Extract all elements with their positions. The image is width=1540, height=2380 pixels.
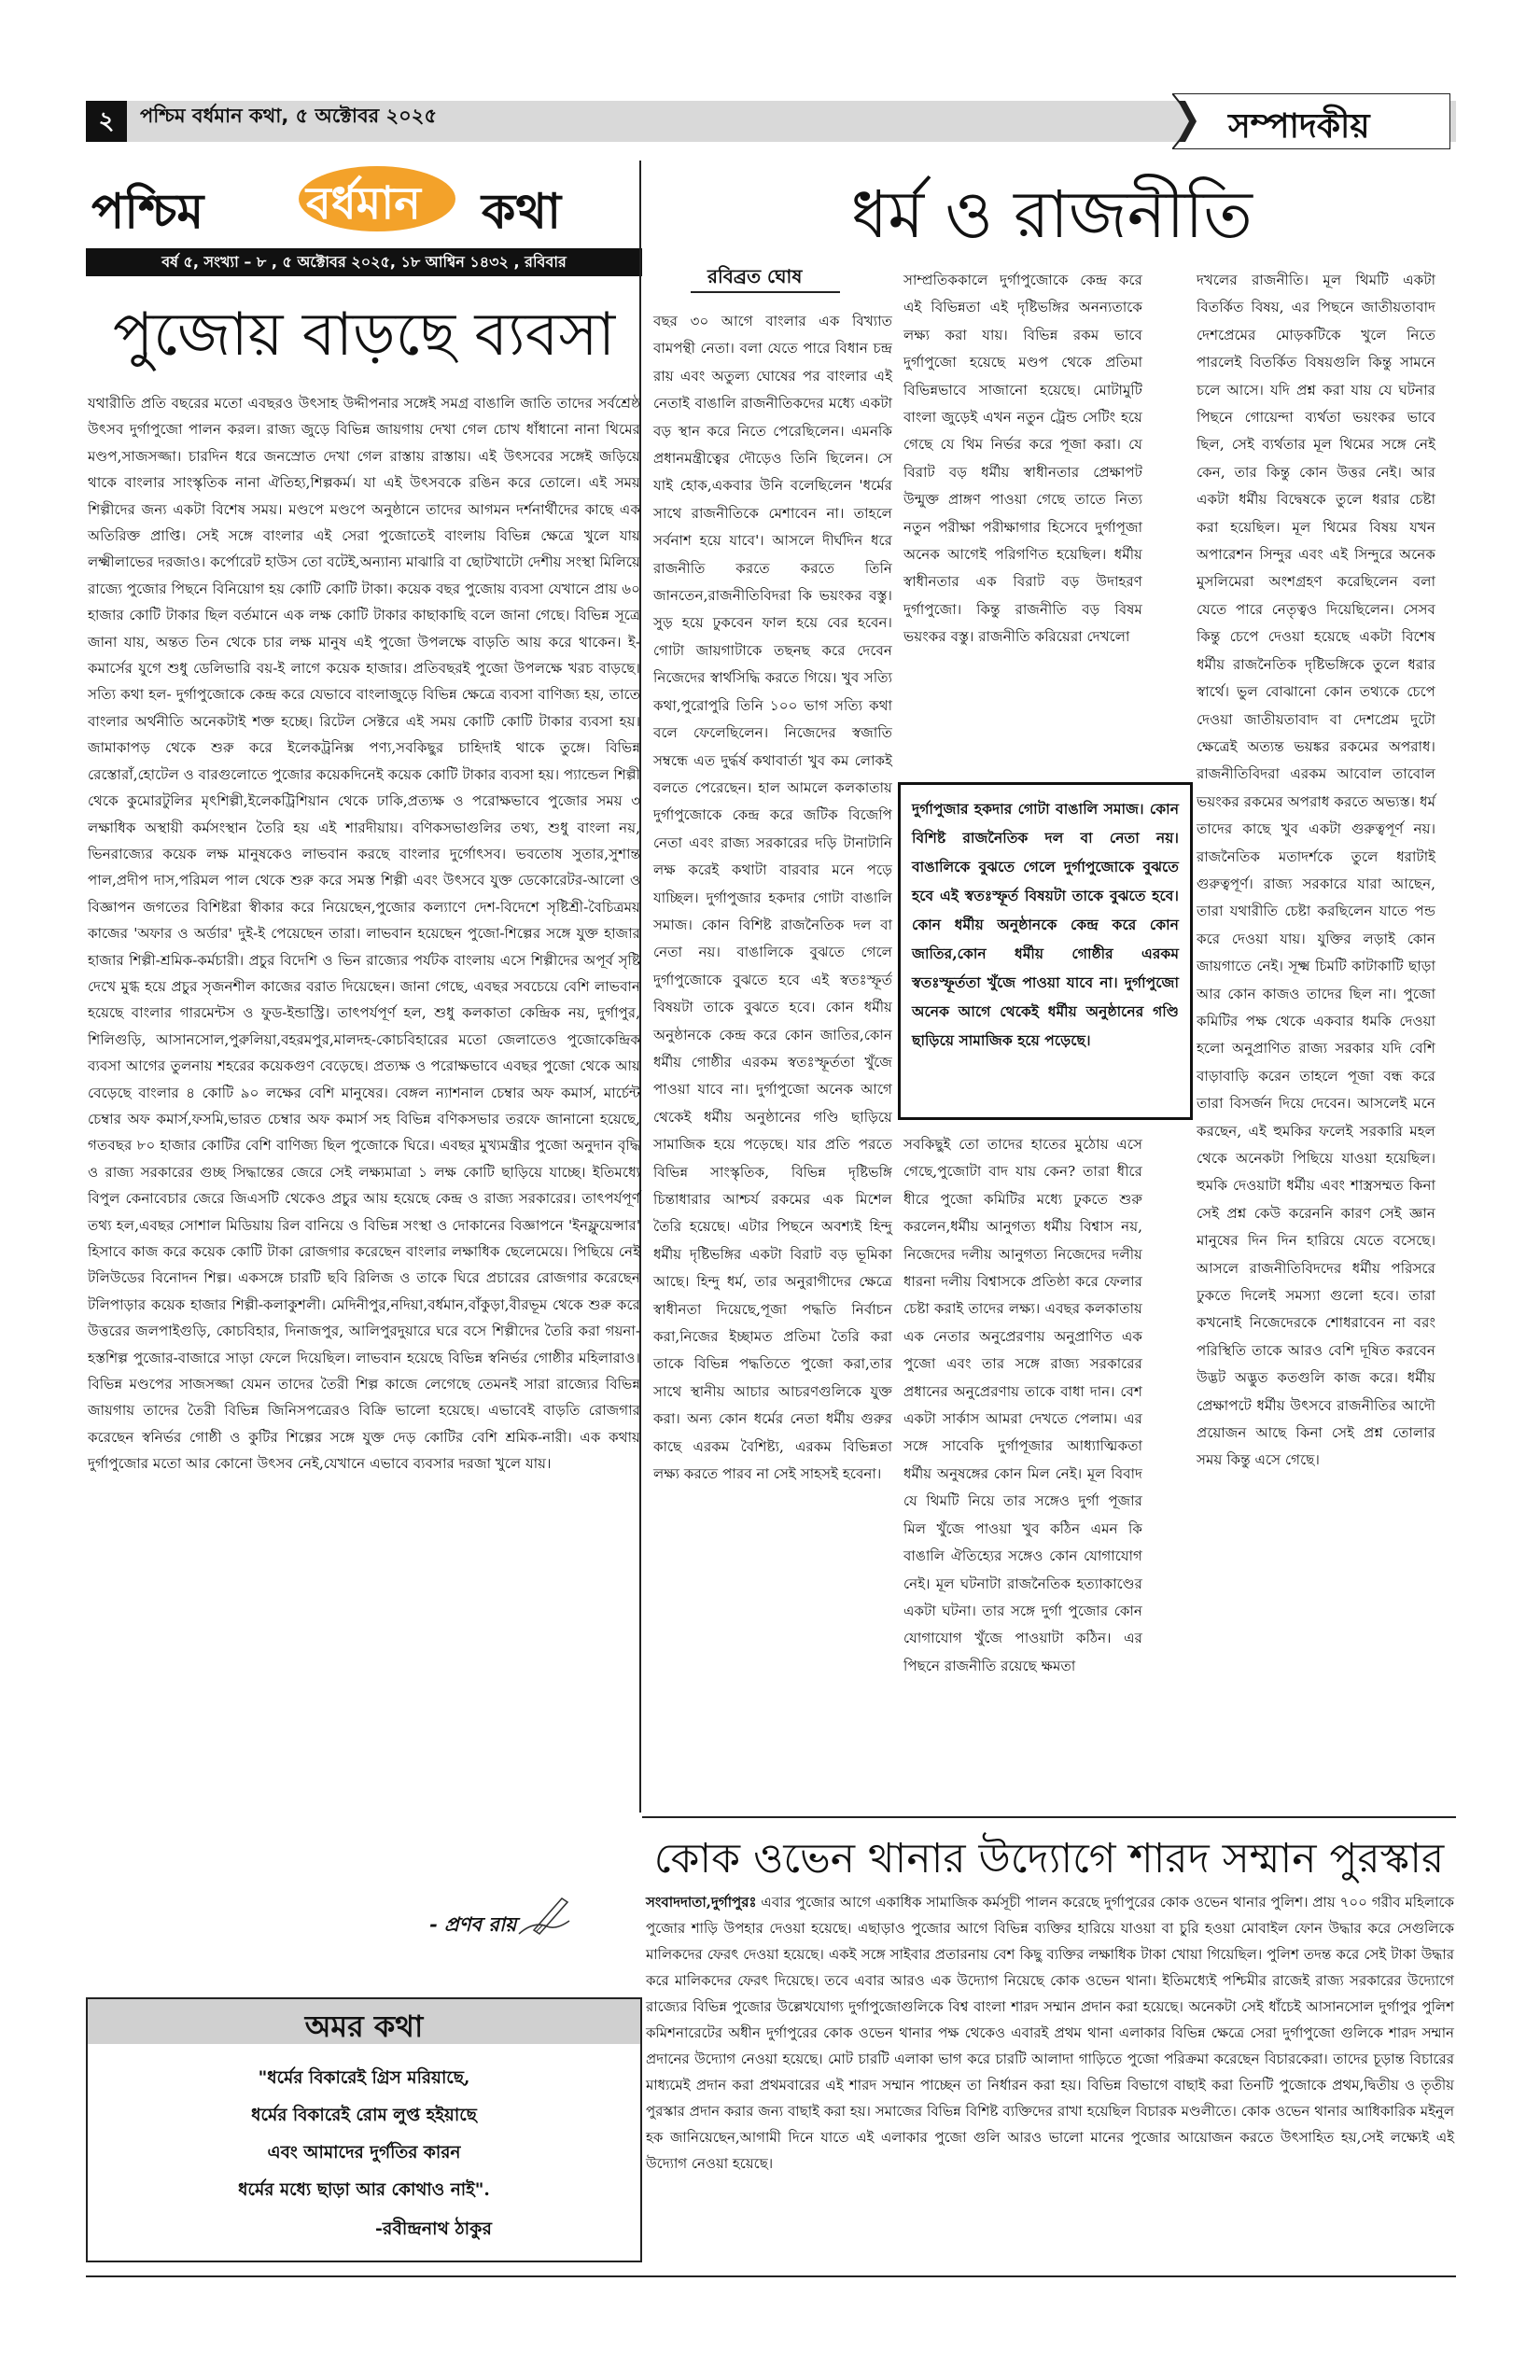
feature-headline: ধর্ম ও রাজনীতি <box>851 176 1253 253</box>
section-tab <box>1172 93 1450 149</box>
quote-author: -রবীন্দ্রনাথ ঠাকুর <box>375 2219 492 2239</box>
masthead-word-1: পশ্চিম <box>91 183 204 240</box>
masthead <box>86 159 646 243</box>
feature-column-2-bottom: সবকিছুই তো তাদের হাতের মুঠোয় এসে গেছে,পুজোটা বাদ যায় কেন? তারা ধীরে ধীরে পুজো কমিটির মধ্যে ঢুকতে শুরু করলেন,ধর্মীয় আনুগত্য ধর্মীয় বিশ্বাস নয়, নিজেদের দলীয় আনুগত্য নিজেদের দলীয় ধারনা দলীয় বিশ্বাসকে প্রতিষ্ঠা করে ফেলার চেষ্টা করাই তাদের লক্ষ্য। এবছর কলকাতায় এক নেতার অনুপ্রেরণায় অনুপ্রাণিত এক পুজো এবং তার সঙ্গে রাজ্য সরকারের প্রধানের অনুপ্রেরণায় তাকে বাধা দান। বেশ একটা সার্কাস আমরা দেখতে পেলাম। এর সঙ্গে সাবেকি দুর্গাপূজার আধ্যাত্মিকতা ধর্মীয় অনুষঙ্গের কোন মিল নেই। মূল বিবাদ যে থিমটি নিয়ে তার সঙ্গেও দুর্গা পূজার মিল খুঁজে পাওয়া খুব কঠিন এমন কি বাঙালি ঐতিহ্যের সঙ্গেও কোন যোগাযোগ নেই। মূল ঘটনাটা রাজনৈতিক হত্যাকাণ্ডের একটা ঘটনা। তার সঙ্গে দুর্গা পুজোর কোন যোগাযোগ খুঁজে পাওয়াটা কঠিন। এর পিছনে রাজনীতি রয়েছে ক্ষমতা <box>903 1136 1142 1674</box>
bottom-story-rule <box>642 1816 1456 1818</box>
quote-line-1: "ধর্মের বিকারেই গ্রিস মরিয়াছে, <box>258 2068 470 2088</box>
pen-hand-icon <box>515 1893 573 1939</box>
section-label: সম্পাদকীয় <box>1228 106 1370 146</box>
byline-rule <box>691 291 840 293</box>
page-number: ২ <box>86 101 127 142</box>
quote-line-2: ধর্মের বিকারেই রোম লুপ্ত হইয়াছে <box>251 2106 477 2125</box>
bottom-story-text: এবার পুজোর আগে একাধিক সামাজিক কর্মসূচী পালন করেছে দুর্গাপুরের কোক ওভেন থানার পুলিশ। প্রায় ৭০০ গরীব মহিলাকে পুজোর শাড়ি উপহার দেওয়া হয়েছে। এছাড়াও পুজোর আগে বিভিন্ন ব্যক্তির হারিয়ে যাওয়া বা চুরি হওয়া মোবাইল ফোন উদ্ধার করে সেগুলিকে মালিকদের ফেরৎ দেওয়া হয়েছে। একই সঙ্গে সাইবার প্রতারনায় বেশ কিছু ব্যক্তির লক্ষাধিক টাকা খোয়া গিয়েছিল। পুলিশ তদন্ত করে সেই টাকা উদ্ধার করে মালিকদের ফেরৎ দিয়েছে। তবে এবার আরও এক উদ্যোগ নিয়েছে কোক ওভেন থানা। ইতিমধ্যেই পশ্চিমীর রাজেই রাজ্য সরকারের উদ্যোগে রাজ্যের বিভিন্ন পুজোর উল্লেখযোগ্য দুর্গাপুজোগুলিকে বিশ্ব বাংলা শারদ সম্মান প্রদান করা হয়েছে। অনেকটা সেই ধাঁচেই আসানসোল দুর্গাপুর পুলিশ কমিশনারেটের অধীন দুর্গাপুরের কোক ওভেন থানার পক্ষ থেকেও এবারই প্রথম থানা এলাকার বিভিন্ন ক্ষেত্রে সেরা দুর্গাপুজো গুলিকে শারদ সম্মান প্রদানের উদ্যোগ নেওয়া হয়েছে। মোট চারটি এলাকা ভাগ করে চারটি আলাদা গাড়িতে পুজো পরিক্রমা করেছেন বিচারকেরা। তাদের চূড়ান্ত বিচারের মাধ্যমেই প্রদান করা প্রথমবারের এই শারদ সম্মান পাচ্ছেন তা নির্ধারন করা হয়। বিভিন্ন বিভাগে বাছাই করা তিনটি পুজোকে প্রথম,দ্বিতীয় ও তৃতীয় পুরস্কার প্রদান করার জন্য বাছাই করা হয়। সমাজের বিভিন্ন বিশিষ্ট ব্যক্তিদের রাখা হয়েছিল বিচারক মণ্ডলীতে। কোক ওভেন থানার আধিকারিক মইনুল হক জানিয়েছেন,আগামী দিনে যাতে এই এলাকার পুজো গুলি আরও ভালো মানের পুজোর আয়োজন করতে উৎসাহিত হয়,সেই লক্ষ্যেই এই উদ্যোগ নেওয়া হয়েছে। <box>646 1894 1454 2172</box>
feature-column-3: দখলের রাজনীতি। মূল থিমটি একটা বিতর্কিত বিষয়, এর পিছনে জাতীয়তাবাদ দেশপ্রেমের মোড়কটিকে খুলে নিতে পারলেই বিতর্কিত বিষয়গুলি কিন্তু সামনে চলে আসে। যদি প্রশ্ন করা যায় যে ঘটনার পিছনে গোয়েন্দা ব্যর্থতা ভয়ংকর ভাবে ছিল, সেই ব্যর্থতার মূল থিমের সঙ্গে নেই কেন, তার কিন্তু কোন উত্তর নেই। আর একটা ধর্মীয় বিদ্বেষকে তুলে ধরার চেষ্টা করা হয়েছিল। মূল থিমের বিষয় যখন অপারেশন সিন্দুর এবং এই সিন্দুরে অনেক মুসলিমেরা অংশগ্রহণ করেছিলেন বলা যেতে পারে নেতৃত্বও দিয়েছিলেন। সেসব কিন্তু চেপে দেওয়া হয়েছে একটা বিশেষ ধর্মীয় রাজনৈতিক দৃষ্টিভঙ্গিকে তুলে ধরার স্বার্থে। ভুল বোঝানো কোন তথ্যকে চেপে দেওয়া জাতীয়তাবাদ বা দেশপ্রেম দুটো ক্ষেত্রেই অত্যন্ত ভয়ঙ্কর রকমের অপরাধ। রাজনীতিবিদরা এরকম আবোল তাবোল ভয়ংকর রকমের অপরাধ করতে অভ্যস্ত। ধর্ম তাদের কাছে খুব একটা গুরুত্বপূর্ণ নয়। রাজনৈতিক মতাদর্শকে তুলে ধরাটাই গুরুত্বপূর্ণ। রাজ্য সরকারে যারা আছেন, তারা যথারীতি চেষ্টা করছিলেন যাতে পন্ড করে দেওয়া যায়। যুক্তির লড়াই কোন জায়গাতে নেই। সূক্ষ্ম চিমটি কাটাকাটি ছাড়া আর কোন কাজও তাদের ছিল না। পুজো কমিটির পক্ষ থেকে একবার ধমকি দেওয়া হলো অনুপ্রাণিত রাজ্য সরকার যদি বেশি বাড়াবাড়ি করেন তাহলে পূজা বন্ধ করে তারা বিসর্জন দিয়ে দেবেন। আসলেই মনে করছেন, এই হুমকির ফলেই সরকারি মহল থেকে অনেকটা পিছিয়ে যাওয়া হয়েছিল। হুমকি দেওয়াটা ধর্মীয় এবং শাস্ত্রসম্মত কিনা সেই প্রশ্ন কেউ করেননি কারণ সেই জ্ঞান মানুষের দিন দিন হারিয়ে যেতে বসেছে। আসলে রাজনীতিবিদদের ধর্মীয় পরিসরে ঢুকতে দিলেই সমস্যা গুলো হবে। তারা কখনোই নিজেদেরকে শোধরাবেন না বরং পরিস্থিতি তাকে আরও বেশি দূষিত করবেন উদ্ভট অদ্ভুত কতগুলি কাজ করে। ধর্মীয় প্রেক্ষাপটে ধর্মীয় উৎসবে রাজনীতির আদৌ প্রয়োজন আছে কিনা সেই প্রশ্ন তোলার সময় কিন্তু এসে গেছে। <box>1197 272 1435 1469</box>
lead-author: - প্রণব রায় <box>429 1912 517 1936</box>
header-dateline: পশ্চিম বর্ধমান কথা, ৫ অক্টোবর ২০২৫ <box>140 105 438 127</box>
bottom-story-body <box>646 1889 1454 2177</box>
lead-headline: পুজোয় বাড়ছে ব্যবসা <box>112 301 616 370</box>
quote-box-title: অমর কথা <box>304 2009 424 2044</box>
pull-quote-box: দুর্গাপুজার হকদার গোটা বাঙালি সমাজ। কোন বিশিষ্ট রাজনৈতিক দল বা নেতা নয়। বাঙালিকে বুঝতে গেলে দুর্গাপুজোকে বুঝতে হবে এই স্বতঃস্ফূর্ত বিষয়টা তাকে বুঝতে হবে। কোন ধর্মীয় অনুষ্ঠানকে কেন্দ্র করে কোন জাতির,কোন ধর্মীয় গোষ্ঠীর এরকম স্বতঃস্ফূর্ততা খুঁজে পাওয়া যাবে না। দুর্গাপুজো অনেক আগে থেকেই ধর্মীয় অনুষ্ঠানের গণ্ডি ছাড়িয়ে সামাজিক হয়ে পড়েছে। <box>898 782 1193 1120</box>
quote-line-4: ধর্মের মধ্যে ছাড়া আর কোথাও নাই". <box>238 2180 490 2200</box>
issue-info-bar: বর্ষ ৫, সংখ্যা – ৮ , ৫ অক্টোবর ২০২৫, ১৮ আশ্বিন ১৪৩২ , রবিবার <box>86 248 642 276</box>
feature-column-1: বছর ৩০ আগে বাংলার এক বিখ্যাত বামপন্থী নেতা। বলা যেতে পারে বিধান চন্দ্র রায় এবং অতুল্য ঘোষের পর বাংলার এই নেতাই বাঙালি রাজনীতিকদের মধ্যে একটা বড় স্থান করে নিতে পেরেছিলেন। এমনকি প্রধানমন্ত্রীত্বের দৌড়েও তিনি ছিলেন। সে যাই হোক,একবার উনি বলেছিলেন 'ধর্মের সাথে রাজনীতিকে মেশাবেন না। তাহলে সর্বনাশ হয়ে যাবে'। আসলে দীর্ঘদিন ধরে রাজনীতি করতে করতে তিনি জানতেন,রাজনীতিবিদরা কি ভয়ংকর বস্তু। সুড় হয়ে ঢুকবেন ফাল হয়ে বের হবেন। গোটা জায়গাটাকে তছনছ করে দেবেন নিজেদের স্বার্থসিদ্ধি করতে গিয়ে। খুব সত্যি কথা,পুরোপুরি তিনি ১০০ ভাগ সত্যি কথা বলে ফেলেছিলেন। নিজেদের স্বজাতি সম্বন্ধে এত দুর্দ্ধর্ষ কথাবার্তা খুব কম লোকই বলতে পেরেছেন। হাল আমলে কলকাতায় দুর্গাপুজোকে কেন্দ্র করে জটিক বিজেপি নেতা এবং রাজ্য সরকারের দড়ি টানাটানি লক্ষ করেই কথাটা বারবার মনে পড়ে যাচ্ছিল। দুর্গাপুজার হকদার গোটা বাঙালি সমাজ। কোন বিশিষ্ট রাজনৈতিক দল বা নেতা নয়। বাঙালিকে বুঝতে গেলে দুর্গাপুজোকে বুঝতে হবে এই স্বতঃস্ফূর্ত বিষয়টা তাকে বুঝতে হবে। কোন ধর্মীয় অনুষ্ঠানকে কেন্দ্র করে কোন জাতির,কোন ধর্মীয় গোষ্ঠীর এরকম স্বতঃস্ফূর্ততা খুঁজে পাওয়া যাবে না। দুর্গাপুজো অনেক আগে থেকেই ধর্মীয় অনুষ্ঠানের গণ্ডি ছাড়িয়ে সামাজিক হয়ে পড়েছে। যার প্রতি পরতে বিভিন্ন সাংস্কৃতিক, বিভিন্ন দৃষ্টিভঙ্গি চিন্তাধারার আশ্চর্য রকমের এক মিশেল তৈরি হয়েছে। এটার পিছনে অবশ্যই হিন্দু ধর্মীয় দৃষ্টিভঙ্গির একটা বিরাট বড় ভূমিকা আছে। হিন্দু ধর্ম, তার অনুরাগীদের ক্ষেত্রে স্বাধীনতা দিয়েছে,পূজা পদ্ধতি নির্বাচন করা,নিজের ইচ্ছামত প্রতিমা তৈরি করা তাকে বিভিন্ন পদ্ধতিতে পুজো করা,তার সাথে স্থানীয় আচার আচরণগুলিকে যুক্ত করা। অন্য কোন ধর্মের নেতা ধর্মীয় গুরুর কাছে এরকম বৈশিষ্ট্য, এরকম বিভিন্নতা লক্ষ্য করতে পারব না সেই সাহসই হবেনা। <box>653 313 892 1483</box>
masthead-word-2: বর্ধমান <box>306 177 421 230</box>
feature-byline: রবিব্রত ঘোষ <box>707 265 803 287</box>
masthead-word-3: কথা <box>482 183 562 240</box>
quote-line-3: এবং আমাদের দুর্গতির কারন <box>267 2143 461 2163</box>
bottom-story-dateline: সংবাদদাতা,দুর্গাপুরঃ <box>646 1894 757 1911</box>
feature-column-2-top: সাম্প্রতিককালে দুর্গাপুজোকে কেন্দ্র করে এই বিভিন্নতা এই দৃষ্টিভঙ্গির অনন্যতাকে লক্ষ্য করা যায়। বিভিন্ন রকম ভাবে দুর্গাপুজো হয়েছে মণ্ডপ থেকে প্রতিমা বিভিন্নভাবে সাজানো হয়েছে। মোটামুটি বাংলা জুড়েই এখন নতুন ট্রেন্ড সেটিং হয়ে গেছে যে থিম নির্ভর করে পূজা করা। যে বিরাট বড় ধর্মীয় স্বাধীনতার প্রেক্ষাপট উন্মুক্ত প্রাঙ্গণ পাওয়া গেছে তাতে নিত্য নতুন পরীক্ষা পরীক্ষাগার হিসেবে দুর্গাপূজা অনেক আগেই পরিগণিত হয়েছিল। ধর্মীয় স্বাধীনতার এক বিরাট বড় উদাহরণ দুর্গাপুজো। কিন্তু রাজনীতি বড় বিষম ভয়ংকর বস্তু। রাজনীতি করিয়েরা দেখলো <box>903 272 1142 646</box>
page-bottom-rule <box>86 2275 1456 2277</box>
bottom-story-headline: কোক ওভেন থানার উদ্যোগে শারদ সম্মান পুরস্কার <box>653 1835 1445 1883</box>
lead-body: যথারীতি প্রতি বছরের মতো এবছরও উৎসাহ উদ্দীপনার সঙ্গেই সমগ্র বাঙালি জাতি তাদের সর্বশ্রেষ্ঠ উৎসব দুর্গাপুজো পালন করল। রাজ্য জুড়ে বিভিন্ন জায়গায় দেখা গেল চোখ ধাঁধানো নানা থিমের মণ্ডপ,সাজসজ্জা। চারদিন ধরে জনস্রোত দেখা গেল রাস্তায় রাস্তায়। এই উৎসবের সঙ্গেই জড়িয়ে থাকে বাংলার সাংস্কৃতিক নানা ঐতিহ্য,শিল্পকর্ম। যা এই উৎসবকে রঙিন করে তোলে। এই সময় শিল্পীদের জন্য একটা বিশেষ সময়। মণ্ডপে মণ্ডপে অনুষ্ঠানে তাদের আগমন দর্শনার্থীদের কাছে এক অতিরিক্ত প্রাপ্তি। সেই সঙ্গে বাংলার এই সেরা পুজোতেই বাংলায় বিভিন্ন ক্ষেত্রে খুলে যায় লক্ষ্মীলাভের দরজাও। কর্পোরেট হাউস তো বটেই,অন্যান্য মাঝারি বা ছোটখাটো দেশীয় সংস্থা মিলিয়ে রাজ্যে পুজোর পিছনে বিনিয়োগ হয় কোটি কোটি টাকা। কয়েক বছর পুজোয় ব্যবসা যেখানে প্রায় ৬০ হাজার কোটি টাকার ছিল বর্তমানে এক লক্ষ কোটি টাকার কাছাকাছি বলে জানা গেছে। বিভিন্ন সূত্রে জানা যায়, অন্তত তিন থেকে চার লক্ষ মানুষ এই পুজো উপলক্ষে বাড়তি আয় করে থাকেন। ই-কমার্সের যুগে শুধু ডেলিভারি বয়-ই লাগে কয়েক হাজার। প্রতিবছরই পুজো উপলক্ষে খরচ বাড়ছে। সত্যি কথা হল- দুর্গাপুজোকে কেন্দ্র করে যেভাবে বাংলাজুড়ে বিভিন্ন ক্ষেত্রে ব্যবসা বাণিজ্য হয়, তাতে বাংলার অর্থনীতি অনেকটাই শক্ত হচ্ছে। রিটেল সেক্টরে এই সময় কোটি কোটি টাকার ব্যবসা হয়। জামাকাপড় থেকে শুরু করে ইলেকট্রনিক্স পণ্য,সবকিছুর চাহিদাই থাকে তুঙ্গে। বিভিন্ন রেস্তোরাঁ,হোটেল ও বারগুলোতে পুজোর কয়েকদিনেই কয়েক কোটি টাকার ব্যবসা হয়। প্যান্ডেল শিল্পী থেকে কুমোরটুলির মৃৎশিল্পী,ইলেকট্রিশিয়ান থেকে ঢাকি,প্রত্যক্ষ ও পরোক্ষভাবে পুজোর সময় ৩ লক্ষাধিক অস্থায়ী কর্মসংস্থান তৈরি হয় এই শারদীয়ায়। বণিকসভাগুলির তথ্য, শুধু বাংলা নয়, ভিনরাজ্যের কয়েক লক্ষ মানুষকেও লাভবান করছে বাংলার দুর্গোৎসব। ভবতোষ সুতার,সুশান্ত পাল,প্রদীপ দাস,পরিমল পাল থেকে শুরু করে সমস্ত শিল্পী এবং উৎসবে যুক্ত ডেকোরেটর-আলো ও বিজ্ঞাপন জগতের বিশিষ্টরা স্বীকার করে নিয়েছেন,পুজোর কল্যাণে দেশ-বিদেশে সৃষ্টিশ্রী-বৈচিত্রময় কাজের 'অফার ও অর্ডার' দুই-ই পেয়েছেন তারা। লাভবান হয়েছেন পুজো-শিল্পের সঙ্গে যুক্ত হাজার হাজার শিল্পী-শ্রমিক-কর্মচারী। প্রচুর বিদেশি ও ভিন রাজ্যের পর্যটক বাংলায় এসে শিল্পীদের অপূর্ব সৃষ্টি দেখে মুগ্ধ হয়ে প্রচুর সৃজনশীল কাজের বরাত দিয়েছেন। জানা গেছে, এবছর সবচেয়ে বেশি লাভবান হয়েছে বাংলার গারমেন্টস ও ফুড-ইন্ডাস্ট্রি। তাৎপর্যপূর্ণ হল, শুধু কলকাতা কেন্দ্রিক নয়, দুর্গাপুর, শিলিগুড়ি, আসানসোল,পুরুলিয়া,বহরমপুর,মালদহ-কোচবিহারের মতো জেলাতেও পুজোকেন্দ্রিক ব্যবসা আগের তুলনায় শহরের কয়েকগুণ বেড়েছে। প্রত্যক্ষ ও পরোক্ষভাবে এবছর পুজো থেকে আয় বেড়েছে বাংলার ৪ কোটি ৯০ লক্ষের বেশি মানুষের। বেঙ্গল ন্যাশনাল চেম্বার অফ কমার্স, মার্চেন্ট চেম্বার অফ কমার্স,ফসমি,ভারত চেম্বার অফ কমার্স সহ বিভিন্ন বণিকসভার তরফে জানানো হয়েছে, গতবছর ৮০ হাজার কোটির বেশি বাণিজ্য ছিল পুজোকে ঘিরে। এবছর মুখ্যমন্ত্রীর পুজো অনুদান বৃদ্ধি ও রাজ্য সরকারের গুচ্ছ সিদ্ধান্তের জেরে সেই লক্ষ্যমাত্রা ১ লক্ষ কোটি ছাড়িয়ে যাচ্ছে। ইতিমধ্যে বিপুল কেনাবেচার জেরে জিএসটি থেকেও প্রচুর আয় হয়েছে কেন্দ্র ও রাজ্য সরকারের। তাৎপর্যপূর্ণ তথ্য হল,এবছর সোশাল মিডিয়ায় রিল বানিয়ে ও বিভিন্ন সংস্থা ও দোকানের বিজ্ঞাপনে 'ইনফ্লুয়েন্সার' হিসাবে কাজ করে কয়েক কোটি টাকা রোজগার করেছেন বাংলার লক্ষাধিক ছেলেমেয়ে। পিছিয়ে নেই টলিউডের বিনোদন শিল্প। একসঙ্গে চারটি ছবি রিলিজ ও তাকে ঘিরে প্রচারের রোজগার করেছেন টলিপাড়ার কয়েক হাজার শিল্পী-কলাকুশলী। মেদিনীপুর,নদিয়া,বর্ধমান,বাঁকুড়া,বীরভূম থেকে শুরু করে উত্তরের জলপাইগুড়ি, কোচবিহার, দিনাজপুর, আলিপুরদুয়ারে ঘরে বসে শিল্পীদের তৈরি করা গয়না-হস্তশিল্প পুজোর-বাজারে সাড়া ফেলে দিয়েছিল। লাভবান হয়েছে বিভিন্ন স্বনির্ভর গোষ্ঠীর মহিলারাও। বিভিন্ন মণ্ডপের সাজসজ্জা যেমন তাদের তৈরী শিল্প কাজে লেগেছে তেমনই সারা রাজ্যের বিভিন্ন জায়গায় তাদের তৈরী বিভিন্ন জিনিসপত্রেরও বিক্রি ভালো হয়েছে। এভাবেই বাড়তি রোজগার করেছেন স্বনির্ভর গোষ্ঠী ও কুটির শিল্পের সঙ্গে যুক্ত দেড় কোটির বেশি শ্রমিক-নারী। এক কথায় দুর্গাপুজোর মতো আর কোনো উৎসব নেই,যেখানে এভাবে ব্যবসার দরজা খুলে যায়। <box>88 395 640 1473</box>
